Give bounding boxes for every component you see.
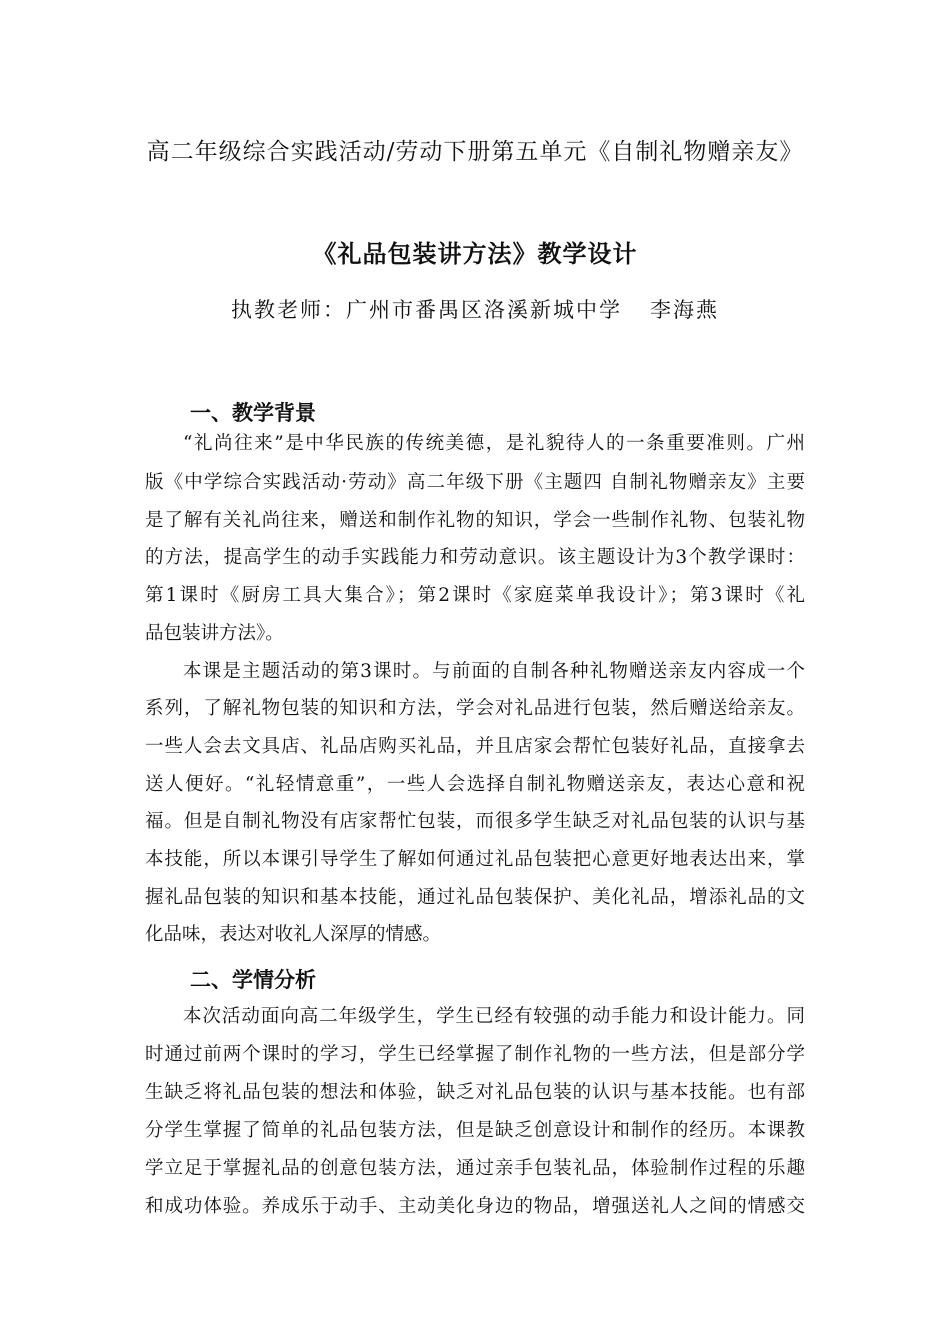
- paragraph-line: 学立足于掌握礼品的创意包装方法，通过亲手包装礼品，体验制作过程的乐趣: [145, 1158, 805, 1179]
- paragraph-line: 本课是主题活动的第3课时。与前面的自制各种礼物赠送亲友内容成一个: [183, 661, 805, 682]
- paragraph-line: “礼尚往来”是中华民族的传统美德，是礼貌待人的一条重要准则。广州: [183, 433, 805, 454]
- paragraph-line: 本技能，所以本课引导学生了解如何通过礼品包装把心意更好地表达出来，掌: [145, 849, 805, 870]
- paragraph-line: 分学生掌握了简单的礼品包装方法，但是缺乏创意设计和制作的经历。本课教: [145, 1120, 805, 1141]
- section-heading-background: 一、教学背景: [190, 401, 316, 425]
- paragraph-line: 化品味，表达对收礼人深厚的情感。: [145, 924, 442, 945]
- paragraph-line: 握礼品包装的知识和基本技能，通过礼品包装保护、美化礼品，增添礼品的文: [145, 887, 805, 908]
- paragraph-line: 系列，了解礼物包装的知识和方法，学会对礼品进行包装，然后赠送给亲友。: [145, 698, 805, 719]
- teacher-school: 执教老师：广州市番禺区洛溪新城中学: [231, 298, 622, 322]
- paragraph-line: 的方法，提高学生的动手实践能力和劳动意识。该主题设计为3个教学课时：: [145, 547, 805, 568]
- paragraph-line: 和成功体验。养成乐于动手、主动美化身边的物品，增强送礼人之间的情感交: [145, 1196, 805, 1217]
- teacher-line: [0, 294, 950, 324]
- paragraph-line: 生缺乏将礼品包装的想法和体验，缺乏对礼品包装的认识与基本技能。也有部: [145, 1082, 805, 1103]
- paragraph-line: 是了解有关礼尚往来，赠送和制作礼物的知识，学会一些制作礼物、包装礼物: [145, 510, 805, 531]
- paragraph-line: 品包装讲方法》。: [145, 623, 284, 644]
- paragraph-line: 版《中学综合实践活动·劳动》高二年级下册《主题四 自制礼物赠亲友》主要: [145, 472, 805, 493]
- paragraph-line: 时通过前两个课时的学习，学生已经掌握了制作礼物的一些方法，但是部分学: [145, 1044, 805, 1065]
- paragraph-line: 一些人会去文具店、礼品店购买礼品，并且店家会帮忙包装好礼品，直接拿去: [145, 736, 805, 757]
- unit-title: 高二年级综合实践活动/劳动下册第五单元《自制礼物赠亲友》: [146, 139, 804, 165]
- lesson-title: 《礼品包装讲方法》教学设计: [312, 240, 638, 268]
- paragraph-line: 送人便好。“礼轻情意重”，一些人会选择自制礼物赠送亲友，表达心意和祝: [145, 774, 805, 795]
- paragraph-line: 第1课时《厨房工具大集合》；第2课时《家庭菜单我设计》；第3课时《礼: [145, 585, 805, 606]
- paragraph-line: 本次活动面向高二年级学生，学生已经有较强的动手能力和设计能力。同: [183, 1006, 805, 1027]
- teacher-name: 李海燕: [650, 298, 719, 322]
- paragraph-line: 福。但是自制礼物没有店家帮忙包装，而很多学生缺乏对礼品包装的认识与基: [145, 811, 805, 832]
- section-heading-learner-analysis: 二、学情分析: [190, 968, 316, 992]
